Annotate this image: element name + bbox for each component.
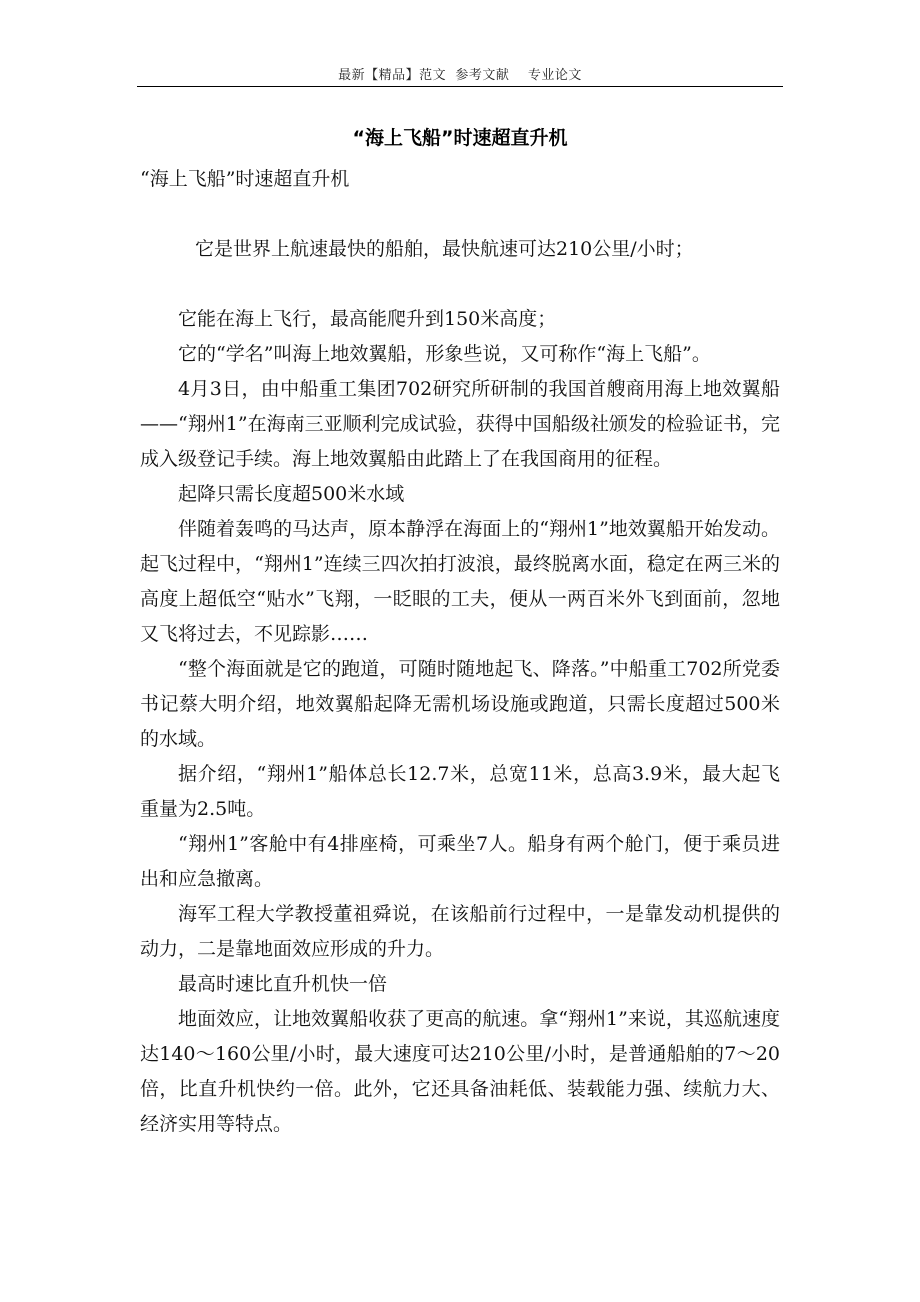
- paragraph: 它是世界上航速最快的船舶，最快航速可达210公里/小时；: [195, 238, 694, 260]
- paragraph: “翔州1”客舱中有4排座椅，可乘坐7人。船身有两个舱门，便于乘员进出和应急撤离。: [140, 833, 780, 890]
- paragraph: 据介绍，“翔州1”船体总长12.7米，总宽11米，总高3.9米，最大起飞重量为2.5吨。: [140, 763, 780, 820]
- paragraph: “整个海面就是它的跑道，可随时随地起飞、降落。”中船重工702所党委书记蔡大明介绍，地效翼船起降无需机场设施或跑道，只需长度超过500米的水域。: [140, 658, 780, 750]
- document-title: “海上飞船”时速超直升机: [352, 127, 568, 149]
- paragraph: 地面效应，让地效翼船收获了更高的航速。拿“翔州1”来说，其巡航速度达140～160公里/小时，最大速度可达210公里/小时，是普通船舶的7～20倍，比直升机快约一倍。此外，它还具备油耗低、装载能力强、续航力大、经济实用等特点。: [140, 1008, 780, 1135]
- document-body: [140, 162, 780, 1142]
- document-subtitle: “海上飞船”时速超直升机: [140, 168, 350, 190]
- header-text: 最新【精品】范文 参考文献 专业论文: [338, 68, 582, 83]
- paragraph: 它能在海上飞行，最高能爬升到150米高度；: [178, 308, 557, 330]
- section-heading: 起降只需长度超500米水域: [178, 483, 405, 505]
- header-rule: [137, 86, 783, 87]
- paragraph: 4月3日，由中船重工集团702研究所研制的我国首艘商用海上地效翼船——“翔州1”在海南三亚顺利完成试验，获得中国船级社颁发的检验证书，完成入级登记手续。海上地效翼船由此踏上了在我国商用的征程。: [140, 378, 780, 470]
- paragraph: 它的“学名”叫海上地效翼船，形象些说，又可称作“海上飞船”。: [178, 343, 711, 365]
- section-heading: 最高时速比直升机快一倍: [178, 973, 388, 995]
- paragraph: 伴随着轰鸣的马达声，原本静浮在海面上的“翔州1”地效翼船开始发动。起飞过程中，“翔州1”连续三四次拍打波浪，最终脱离水面，稳定在两三米的高度上超低空“贴水”飞翔，一眨眼的工夫，便从一两百米外飞到面前，忽地又飞将过去，不见踪影……: [140, 518, 780, 645]
- paragraph: 海军工程大学教授董祖舜说，在该船前行过程中，一是靠发动机提供的动力，二是靠地面效应形成的升力。: [140, 903, 780, 960]
